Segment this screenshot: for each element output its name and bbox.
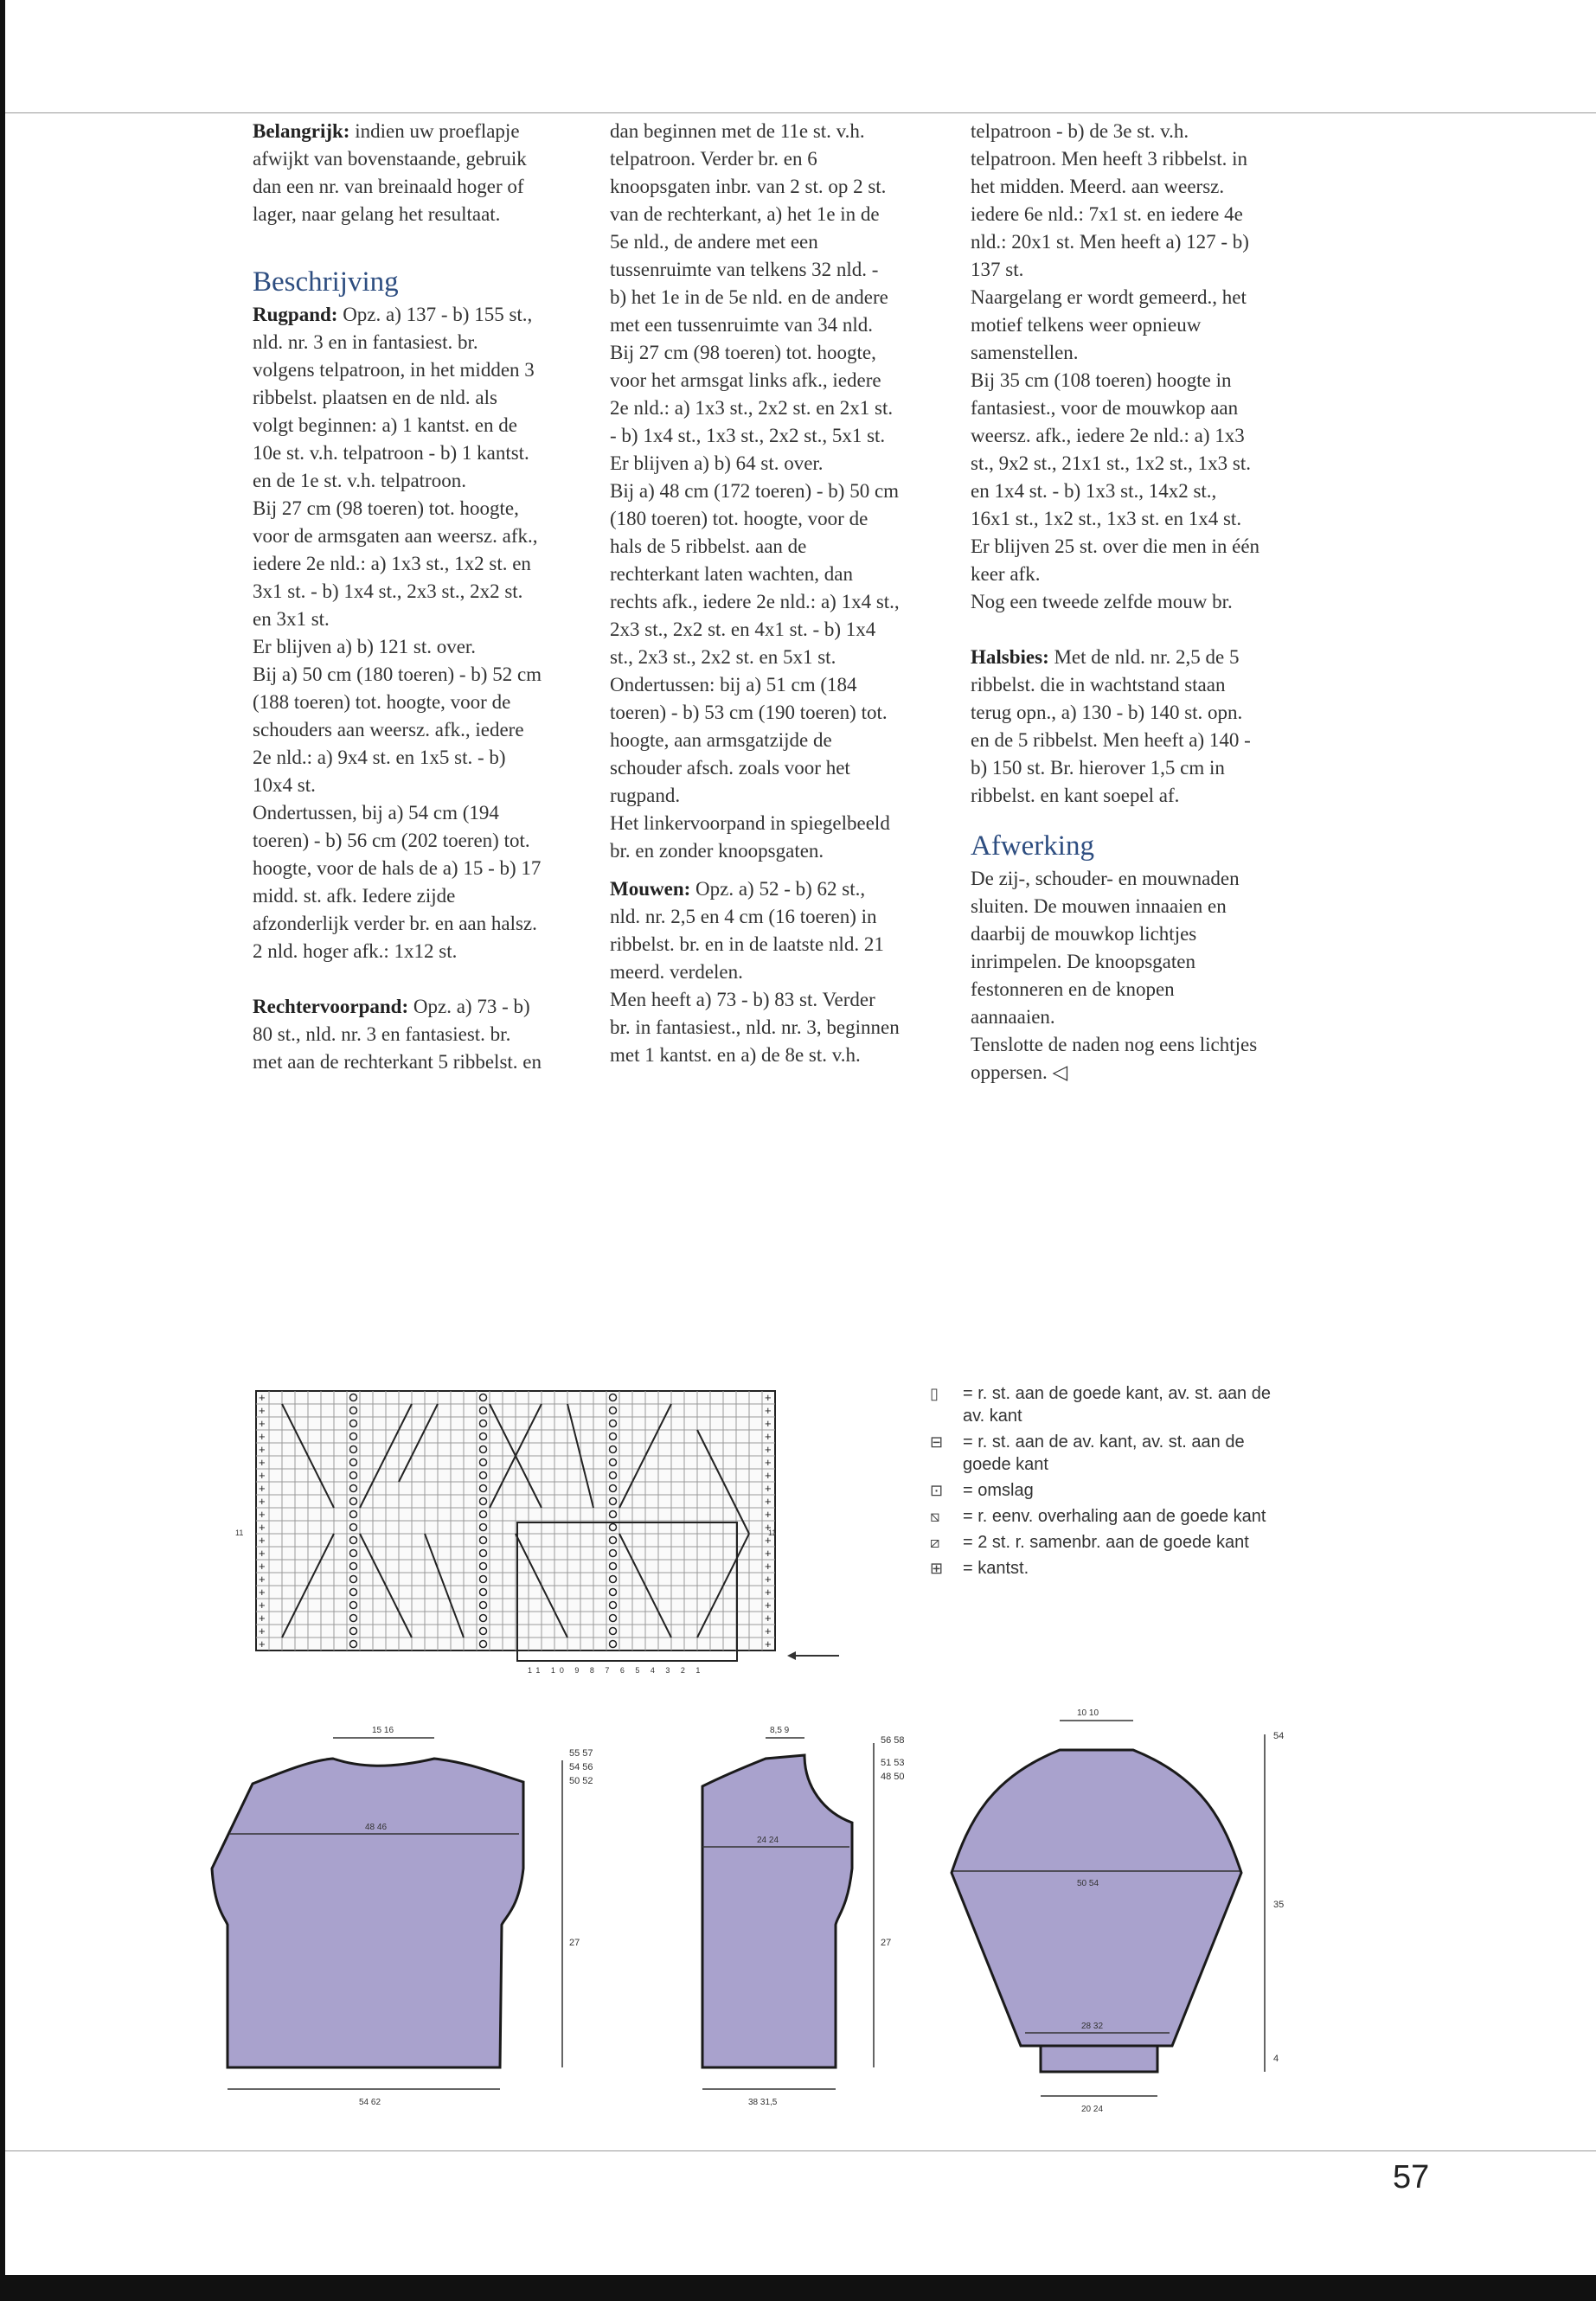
col2-paragraph-3: Er blijven a) b) 64 st. over.: [610, 452, 824, 474]
chart-edge-stitch-icon: +: [765, 1625, 772, 1638]
col1-paragraph-2: Bij 27 cm (98 toeren) tot. hoogte, voor de armsgaten aan weersz. afk., iedere 2e nld.: a) 1x3 st., 1x2 st. en 3x1 st. - b) 1x4 st., 2x3 st., 2x2 st. en 3x1 st.: [253, 497, 538, 630]
rugpand-paragraph: [253, 301, 542, 495]
mouwen-text: Opz. a) 52 - b) 62 st., nld. nr. 2,5 en 4 cm (16 toeren) in ribbelst. br. en in de laatste nld. 21 meerd. verdelen.: [610, 878, 884, 983]
chart-edge-stitch-icon: +: [259, 1534, 266, 1547]
halsbies-label: Halsbies:: [971, 646, 1049, 668]
legend-item: [930, 1557, 1276, 1580]
col3-paragraph-2: Naargelang er wordt gemeerd., het motief telkens weer opnieuw samenstellen.: [971, 286, 1247, 363]
chart-edge-stitch-icon: +: [765, 1430, 772, 1443]
chart-edge-stitch-icon: +: [765, 1443, 772, 1456]
chart-edge-stitch-icon: +: [765, 1404, 772, 1417]
belangrijk-label: Belangrijk:: [253, 120, 350, 142]
back-panel-shape: [212, 1759, 523, 2067]
front-side-height: 27: [881, 1938, 892, 1948]
legend-text: = kantst.: [963, 1559, 1029, 1578]
chart-edge-stitch-icon: +: [259, 1430, 266, 1443]
page-edge-bottom: [0, 2275, 1596, 2301]
front-panel-shape: [702, 1755, 852, 2067]
chart-edge-stitch-icon: +: [765, 1612, 772, 1625]
chart-edge-stitch-icon: +: [259, 1417, 266, 1430]
legend-text: = 2 st. r. samenbr. aan de goede kant: [963, 1533, 1249, 1552]
sleeve-cuff: [1041, 2046, 1157, 2072]
chart-edge-stitch-icon: +: [259, 1599, 266, 1612]
back-side-height: 27: [569, 1938, 580, 1948]
col2-paragraph-2: Bij 27 cm (98 toeren) tot. hoogte, voor het armsgat links afk., iedere 2e nld.: a) 1x3 st., 2x2 st. en 2x1 st. - b) 1x4 st., 1x3 st., 2x2 st., 5x1 st.: [610, 342, 894, 446]
text-column-2: [610, 118, 900, 1069]
legend-symbol-knit-icon: ▯: [930, 1385, 939, 1402]
back-side-top: 55 57: [569, 1748, 593, 1759]
legend-symbol-k2tog-icon: ⧄: [930, 1534, 940, 1551]
front-bottom-label: 38 31,5: [748, 2098, 778, 2107]
chart-edge-stitch-icon: +: [259, 1560, 266, 1573]
text-column-1: [253, 118, 542, 1076]
sleeve-top-label: 10 10: [1077, 1708, 1099, 1718]
legend-text: = r. eenv. overhaling aan de goede kant: [963, 1507, 1266, 1526]
front-top-label: 8,5 9: [770, 1726, 790, 1735]
chart-edge-stitch-icon: +: [259, 1586, 266, 1599]
back-side-mid2: 50 52: [569, 1776, 593, 1786]
sleeve-shape: [952, 1750, 1241, 2046]
chart-edge-stitch-icon: +: [765, 1586, 772, 1599]
chart-edge-stitch-icon: +: [259, 1625, 266, 1638]
rechtervoorpand-paragraph: [253, 993, 542, 1076]
rechtervoorpand-label: Rechtervoorpand:: [253, 996, 409, 1017]
col3-paragraph-3: Bij 35 cm (108 toeren) hoogte in fantasiest., voor de mouwkop aan weersz. afk., iedere 2e nld.: a) 1x3 st., 9x2 st., 21x1 st., 1x2 st., 1x3 st. en 1x4 st. - b) 1x3 st., 14x2 st., 16x1 st., 1x2 st., 1x3 st. en 1x4 st.: [971, 369, 1251, 529]
schematic-back: [208, 1717, 640, 2124]
rugpand-label: Rugpand:: [253, 304, 338, 325]
chart-edge-stitch-icon: +: [765, 1521, 772, 1534]
legend-item: [930, 1431, 1276, 1476]
chart-edge-stitch-icon: +: [259, 1482, 266, 1495]
page-number: 57: [1393, 2159, 1430, 2195]
legend-item: [930, 1531, 1276, 1554]
col1-paragraph-5: Ondertussen, bij a) 54 cm (194 toeren) - b) 56 cm (202 toeren) tot. hoogte, voor de hals de a) 15 - b) 17 midd. st. afk. Iedere zijde afzonderlijk verder br. en aan halsz. 2 nld. hoger afk.: 1x12 st.: [253, 802, 542, 962]
front-side-top: 56 58: [881, 1735, 905, 1746]
belangrijk-paragraph: [253, 118, 542, 228]
halsbies-paragraph: [971, 644, 1260, 810]
sleeve-cuff-label: 28 32: [1081, 2022, 1104, 2031]
chart-edge-stitch-icon: +: [259, 1521, 266, 1534]
legend-item: [930, 1479, 1276, 1502]
chart-edge-stitch-icon: +: [765, 1495, 772, 1508]
chart-edge-stitch-icon: +: [765, 1482, 772, 1495]
chart-edge-stitch-icon: +: [765, 1573, 772, 1586]
chart-edge-stitch-icon: +: [259, 1495, 266, 1508]
col2-paragraph-5: Ondertussen: bij a) 51 cm (184 toeren) - b) 53 cm (190 toeren) tot. hoogte, aan armsgatzijde de schouder afsch. zoals voor het rugpand.: [610, 674, 888, 806]
front-width-label: 24 24: [757, 1836, 779, 1845]
chart-edge-stitch-icon: +: [259, 1573, 266, 1586]
chart-row-label-left: 11: [235, 1529, 244, 1537]
chart-edge-stitch-icon: +: [259, 1456, 266, 1469]
sleeve-bottom-label: 20 24: [1081, 2105, 1104, 2114]
col3-paragraph-4: Er blijven 25 st. over die men in één keer afk.: [971, 535, 1260, 585]
chart-edge-stitch-icon: +: [765, 1560, 772, 1573]
chart-edge-stitch-icon: +: [259, 1612, 266, 1625]
schematic-sleeve: [943, 1700, 1306, 2124]
col2-paragraph-4: Bij a) 48 cm (172 toeren) - b) 50 cm (180 toeren) tot. hoogte, voor de hals de 5 ribbelst. aan de rechterkant laten wachten, dan rechts afk., iedere 2e nld.: a) 1x4 st., 2x3 st., 2x2 st. en 4x1 st. - b) 1x4 st., 2x3 st., 2x2 st. en 5x1 st.: [610, 480, 900, 668]
chart-edge-stitch-icon: +: [259, 1547, 266, 1560]
front-side-mid1: 51 53: [881, 1758, 905, 1768]
mouwen-paragraph: [610, 875, 900, 986]
back-top-label: 15 16: [372, 1726, 394, 1735]
legend-text: = r. st. aan de av. kant, av. st. aan de goede kant: [963, 1433, 1245, 1474]
chart-edge-stitch-icon: +: [259, 1404, 266, 1417]
chart-row-label-right: 11: [768, 1529, 777, 1537]
sleeve-side-mid: 35: [1273, 1900, 1285, 1910]
legend-symbol-edge-stitch-icon: ⊞: [930, 1560, 944, 1577]
text-column-3: [971, 118, 1260, 1086]
chart-edge-stitch-icon: +: [765, 1599, 772, 1612]
legend-item: [930, 1505, 1276, 1528]
col3-paragraph-7: De zij-, schouder- en mouwnaden sluiten. De mouwen innaaien en daarbij de mouwkop lichtjes inrimpelen. De knoopsgaten festonneren en de knopen aannaaien.: [971, 868, 1240, 1028]
chart-edge-stitch-icon: +: [259, 1391, 266, 1404]
col1-paragraph-3: Er blijven a) b) 121 st. over.: [253, 636, 477, 657]
chart-edge-stitch-icon: +: [259, 1508, 266, 1521]
back-bottom-label: 54 62: [359, 2098, 381, 2107]
chart-edge-stitch-icon: +: [259, 1443, 266, 1456]
legend-item: [930, 1382, 1276, 1427]
chart-edge-stitch-icon: +: [765, 1456, 772, 1469]
col2-paragraph-8: Men heeft a) 73 - b) 83 st. Verder br. in fantasiest., nld. nr. 3, beginnen met 1 kantst. en a) de 8e st. v.h.: [610, 989, 900, 1066]
legend-text: = omslag: [963, 1481, 1034, 1500]
halsbies-text: Met de nld. nr. 2,5 de 5 ribbelst. die in wachtstand staan terug opn., a) 130 - b) 140 st. opn. en de 5 ribbelst. Men heeft a) 140 - b) 150 st. Br. hierover 1,5 cm in ribbelst. en kant soepel af.: [971, 646, 1251, 806]
legend-text: = r. st. aan de goede kant, av. st. aan de av. kant: [963, 1384, 1271, 1426]
sleeve-width-label: 50 54: [1077, 1879, 1099, 1888]
chart-arrow-head: [787, 1651, 796, 1660]
rechtervoorpand-text: Opz. a) 73 - b) 80 st., nld. nr. 3 en fantasiest. br. met aan de rechterkant 5 ribbelst. en: [253, 996, 542, 1073]
belangrijk-text: indien uw proeflapje afwijkt van bovenstaande, gebruik dan een nr. van breinaald hoger of lager, naar gelang het resultaat.: [253, 120, 527, 225]
heading-afwerking: Afwerking: [971, 830, 1094, 862]
legend-symbol-yarnover-icon: ⊡: [930, 1482, 944, 1499]
chart-legend: [930, 1382, 1276, 1583]
col2-paragraph-6: Het linkervoorpand in spiegelbeeld br. en zonder knoopsgaten.: [610, 812, 890, 862]
front-side-mid2: 48 50: [881, 1772, 905, 1782]
chart-edge-stitch-icon: +: [765, 1534, 772, 1547]
chart-edge-stitch-icon: +: [765, 1469, 772, 1482]
legend-symbol-purl-icon: ⊟: [930, 1433, 944, 1451]
chart-edge-stitch-icon: +: [259, 1638, 266, 1650]
col2-paragraph-1: dan beginnen met de 11e st. v.h. telpatroon. Verder br. en 6 knoopsgaten inbr. van 2 st. op 2 st. van de rechterkant, a) het 1e in de 5e nld., de andere met een tussenruimte van telkens 32 nld. - b) het 1e in de 5e nld. en de andere met een tussenruimte van 34 nld.: [610, 120, 888, 336]
rugpand-text: Opz. a) 137 - b) 155 st., nld. nr. 3 en in fantasiest. br. volgens telpatroon, in het midden 3 ribbelst. plaatsen en de nld. als volgt beginnen: a) 1 kantst. en de 10e st. v.h. telpatroon - b) 1 kantst. en de 1e st. v.h. telpatroon.: [253, 304, 535, 491]
col1-paragraph-4: Bij a) 50 cm (180 toeren) - b) 52 cm (188 toeren) tot. hoogte, voor de schouders aan weersz. afk., iedere 2e nld.: a) 9x4 st. en 1x5 st. - b) 10x4 st.: [253, 663, 542, 796]
chart-edge-stitch-icon: +: [765, 1391, 772, 1404]
chart-bottom-scale: 11 10 9 8 7 6 5 4 3 2 1: [528, 1666, 705, 1675]
sleeve-side-bottom: 4: [1273, 2054, 1279, 2064]
mouwen-label: Mouwen:: [610, 878, 691, 900]
chart-edge-stitch-icon: +: [765, 1638, 772, 1650]
col3-paragraph-5: Nog een tweede zelfde mouw br.: [971, 591, 1233, 612]
schematic-front: [683, 1717, 943, 2124]
chart-edge-stitch-icon: +: [765, 1417, 772, 1430]
back-side-mid1: 54 56: [569, 1762, 593, 1772]
sleeve-side-top: 54: [1273, 1731, 1285, 1741]
heading-beschrijving: Beschrijving: [253, 266, 399, 298]
knitting-chart: [234, 1384, 856, 1678]
col3-paragraph-1: telpatroon - b) de 3e st. v.h. telpatroon. Men heeft 3 ribbelst. in het midden. Meerd. aan weersz. iedere 6e nld.: 7x1 st. en iedere 4e nld.: 20x1 st. Men heeft a) 127 - b) 137 st.: [971, 120, 1249, 280]
col3-paragraph-8: Tenslotte de naden nog eens lichtjes oppersen. ◁: [971, 1034, 1258, 1083]
chart-edge-stitch-icon: +: [765, 1508, 772, 1521]
chart-edge-stitch-icon: +: [765, 1547, 772, 1560]
back-width-label: 48 46: [365, 1823, 388, 1832]
chart-edge-stitch-icon: +: [259, 1469, 266, 1482]
legend-symbol-slip-decrease-icon: ⧅: [930, 1508, 940, 1525]
